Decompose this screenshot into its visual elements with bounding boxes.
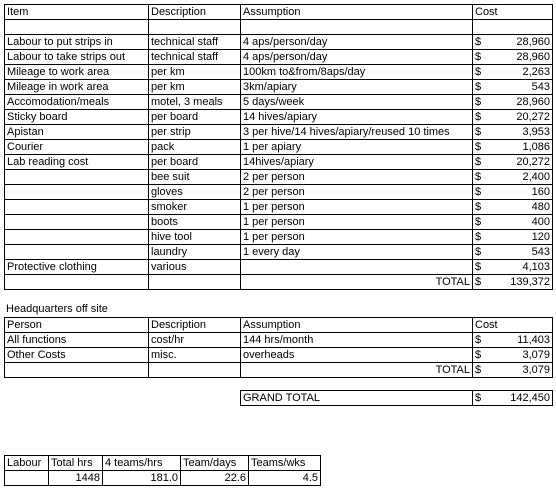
labour-value-cell: 1448: [49, 471, 103, 486]
description-cell: misc.: [149, 348, 241, 363]
table-row: [5, 140, 553, 155]
assumption-cell: [241, 260, 473, 275]
description-cell: motel, 3 meals: [149, 95, 241, 110]
assumption-cell: 3km/apiary: [241, 80, 473, 95]
blank-cell: [149, 20, 241, 35]
header-assumption: Assumption: [241, 5, 473, 20]
table-row: [5, 110, 553, 125]
description-cell: pack: [149, 140, 241, 155]
item-cell: [5, 245, 149, 260]
blank-row: [5, 20, 553, 35]
header-person: Person: [5, 318, 149, 333]
cost-table: [4, 4, 553, 290]
cost-cell: $ 2,400: [473, 170, 553, 185]
table-row: [5, 245, 553, 260]
description-cell: boots: [149, 215, 241, 230]
description-cell: various: [149, 260, 241, 275]
item-cell: [5, 230, 149, 245]
cost-cell: $ 4,103: [473, 260, 553, 275]
assumption-cell: 5 days/week: [241, 95, 473, 110]
item-cell: [5, 200, 149, 215]
table-row: [5, 65, 553, 80]
table-row: [5, 95, 553, 110]
assumption-cell: 2 per person: [241, 185, 473, 200]
labour-table: [4, 455, 321, 486]
blank-cell: [473, 20, 553, 35]
table-row: [5, 215, 553, 230]
description-cell: technical staff: [149, 35, 241, 50]
cost-cell: $ 28,960: [473, 95, 553, 110]
cost-cell: $ 3,953: [473, 125, 553, 140]
blank-cell: [149, 363, 241, 378]
labour-value-cell: [5, 471, 49, 486]
header-item: Item: [5, 5, 149, 20]
assumption-cell: 144 hrs/month: [241, 333, 473, 348]
assumption-cell: 1 per apiary: [241, 140, 473, 155]
item-cell: Sticky board: [5, 110, 149, 125]
item-cell: Courier: [5, 140, 149, 155]
person-cell: Other Costs: [5, 348, 149, 363]
description-cell: per board: [149, 110, 241, 125]
header-description: Description: [149, 5, 241, 20]
cost-cell: $ 11,403: [473, 333, 553, 348]
cost-cell: $ 1,086: [473, 140, 553, 155]
item-cell: Mileage to work area: [5, 65, 149, 80]
table-row: [5, 260, 553, 275]
cost-cell: $ 20,272: [473, 155, 553, 170]
cost-cell: $ 3,079: [473, 348, 553, 363]
grand-total-table: [240, 390, 553, 406]
labour-header-row: [5, 456, 321, 471]
description-cell: hive tool: [149, 230, 241, 245]
item-cell: Accomodation/meals: [5, 95, 149, 110]
item-cell: [5, 185, 149, 200]
description-cell: gloves: [149, 185, 241, 200]
assumption-cell: 4 aps/person/day: [241, 35, 473, 50]
item-cell: Apistan: [5, 125, 149, 140]
blank-cell: [5, 20, 149, 35]
cost-cell: $ 480: [473, 200, 553, 215]
labour-value-cell: 181.0: [103, 471, 181, 486]
description-cell: per strip: [149, 125, 241, 140]
table-row: [5, 230, 553, 245]
header-row: [5, 5, 553, 20]
hq-table: [4, 317, 553, 378]
labour-header-cell: Team/days: [181, 456, 249, 471]
cost-cell: $ 20,272: [473, 110, 553, 125]
assumption-cell: 14 hives/apiary: [241, 110, 473, 125]
header-assumption: Assumption: [241, 318, 473, 333]
description-cell: laundry: [149, 245, 241, 260]
grand-total-row: [241, 391, 553, 406]
table-row: [5, 170, 553, 185]
labour-value-cell: 22.6: [181, 471, 249, 486]
labour-header-cell: Total hrs: [49, 456, 103, 471]
table-row: [5, 155, 553, 170]
blank-cell: [241, 20, 473, 35]
item-cell: Protective clothing: [5, 260, 149, 275]
assumption-cell: 14hives/apiary: [241, 155, 473, 170]
person-cell: All functions: [5, 333, 149, 348]
description-cell: per km: [149, 80, 241, 95]
labour-header-cell: Labour: [5, 456, 49, 471]
table-row: [5, 125, 553, 140]
cost-cell: $ 120: [473, 230, 553, 245]
table-row: [5, 200, 553, 215]
cost-cell: $ 543: [473, 80, 553, 95]
cost-cell: $ 2,263: [473, 65, 553, 80]
table-row: [5, 333, 553, 348]
description-cell: bee suit: [149, 170, 241, 185]
labour-header-cell: 4 teams/hrs: [103, 456, 181, 471]
item-cell: Lab reading cost: [5, 155, 149, 170]
assumption-cell: overheads: [241, 348, 473, 363]
assumption-cell: 1 per person: [241, 200, 473, 215]
assumption-cell: 1 per person: [241, 230, 473, 245]
item-cell: Labour to put strips in: [5, 35, 149, 50]
assumption-cell: 2 per person: [241, 170, 473, 185]
description-cell: technical staff: [149, 50, 241, 65]
item-cell: Mileage in work area: [5, 80, 149, 95]
hq-total-row: [5, 363, 553, 378]
assumption-cell: 3 per hive/14 hives/apiary/reused 10 times: [241, 125, 473, 140]
table-row: [5, 50, 553, 65]
description-cell: cost/hr: [149, 333, 241, 348]
item-cell: [5, 170, 149, 185]
cost-cell: $ 160: [473, 185, 553, 200]
cost-cell: $ 543: [473, 245, 553, 260]
cost-cell: $ 400: [473, 215, 553, 230]
blank-cell: [5, 363, 149, 378]
blank-cell: [5, 275, 149, 290]
assumption-cell: 4 aps/person/day: [241, 50, 473, 65]
hq-total-label: TOTAL: [241, 363, 473, 378]
table-row: [5, 80, 553, 95]
assumption-cell: 1 per person: [241, 215, 473, 230]
cost-cell: $ 28,960: [473, 50, 553, 65]
table-row: [5, 185, 553, 200]
item-cell: [5, 215, 149, 230]
grand-total-label: GRAND TOTAL: [241, 391, 473, 406]
header-description: Description: [149, 318, 241, 333]
item-cell: Labour to take strips out: [5, 50, 149, 65]
assumption-cell: 1 every day: [241, 245, 473, 260]
header-cost: Cost: [473, 5, 553, 20]
description-cell: per board: [149, 155, 241, 170]
total-row: [5, 275, 553, 290]
labour-value-cell: 4.5: [249, 471, 321, 486]
total-value: $ 139,372: [473, 275, 553, 290]
hq-header-row: [5, 318, 553, 333]
header-cost: Cost: [473, 318, 553, 333]
blank-cell: [149, 275, 241, 290]
cost-cell: $ 28,960: [473, 35, 553, 50]
description-cell: smoker: [149, 200, 241, 215]
table-row: [5, 35, 553, 50]
total-label: TOTAL: [241, 275, 473, 290]
grand-total-value: $ 142,450: [473, 391, 553, 406]
table-row: [5, 348, 553, 363]
labour-header-cell: Teams/wks: [249, 456, 321, 471]
labour-value-row: [5, 471, 321, 486]
description-cell: per km: [149, 65, 241, 80]
hq-total-value: $ 3,079: [473, 363, 553, 378]
hq-section-title: Headquarters off site: [6, 303, 108, 315]
assumption-cell: 100km to&from/8aps/day: [241, 65, 473, 80]
